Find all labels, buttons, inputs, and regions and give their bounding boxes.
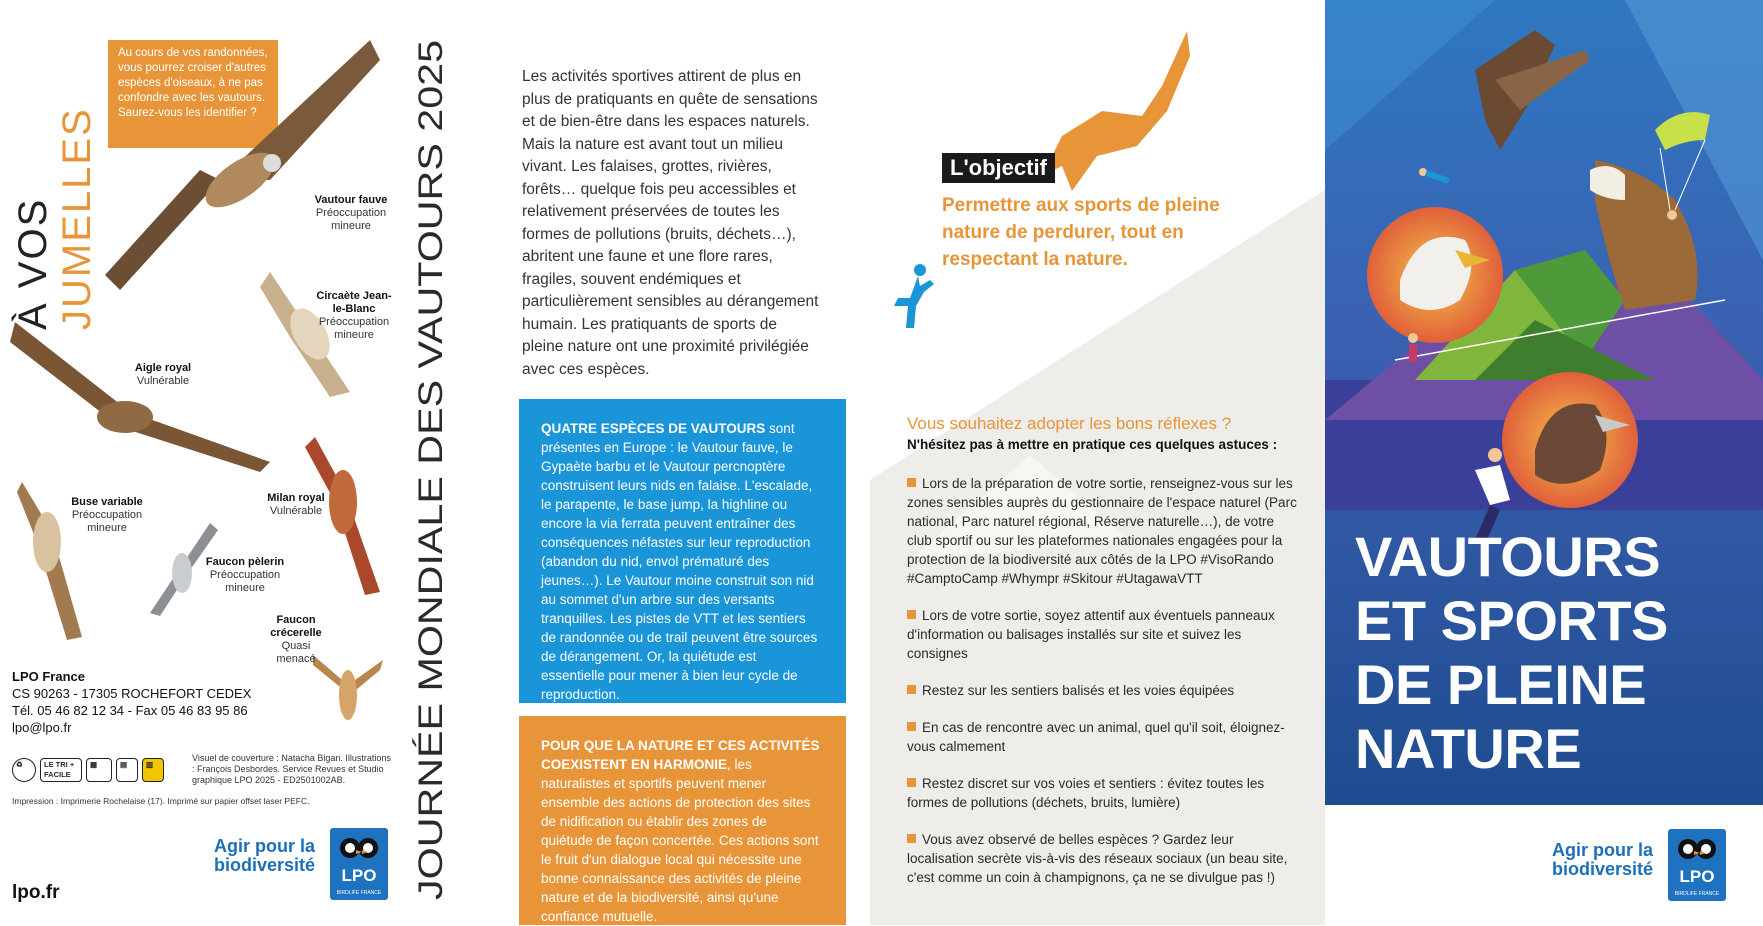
triman-icon: ♻ (12, 758, 36, 782)
bird-status: Vulnérable (269, 505, 323, 517)
bird-label (118, 362, 208, 388)
cover-title: VAUTOURS ET SPORTS DE PLEINE NATURE (1355, 525, 1668, 780)
lpo-logo[interactable] (330, 828, 388, 900)
identify-note: Au cours de vos randonnées, vous pourrez croiser d'autres espèces d'oiseaux, à ne pas confondre avec les vautours. Saurez-vous les identifier ? (108, 40, 278, 148)
bird-name: Faucon pèlerin (205, 556, 285, 568)
bird-name: Buse variable (71, 496, 143, 508)
intro-paragraph: Les activités sportives attirent de plus en plus de pratiquants en quête de sensations et de bien-être dans les espaces naturels. Mais la nature est avant tout un milieu vivant. Les falaises, grottes, rivières, forêts… quelque fois peu accessibles et relativement préservées de toutes les formes de pollutions (bruits, déchets…), abritent une faune et une flore rares, fragiles, souvent endémiques et particulièrement sensibles au dérangement humain. Les pratiquants de sports de pleine nature ont une proximité privilégiée avec ces espèces. (522, 68, 819, 378)
bird-status: Préoccupation mineure (71, 509, 143, 534)
reflexes-subtitle: N'hésitez pas à mettre en pratique ces quelques astuces : (907, 437, 1278, 452)
slogan: Agir pour la biodiversité (1551, 840, 1653, 879)
lpo-logo-text: LPO (341, 866, 377, 885)
cover-footer (1325, 805, 1763, 925)
harmony-text: , les naturalistes et sportifs peuvent mener ensemble des actions de protection des sites de nidification ou établir des zones de quiétude de façon concertée. Ces actions sont le fruit d'un dialogue local qui nécessite une bonne connaissance des activités de pleine nature et de la biodiversité, ainsi qu'une confiance mutuelle. (541, 757, 819, 924)
vulture-silhouette-icon (1042, 26, 1192, 196)
four-species-text: sont présentes en Europe : le Vautour fauve, le Gypaète barbu et le Vautour percnoptère construisent leurs nids en falaise. L'escalade, le parapente, le base jump, la highline ou encore la via ferrata peuvent entraîner des conséquences néfastes sur leur reproduction (abandon du nid, envol prématuré des jeunes…). Le Vautour moine construit son nid au sommet d'un arbre sur des versants tranquilles. Les pistes de VTT et les sentiers de randonnée ou de trail peuvent être sources de dérangement. Or, la quiétude est essentielle pour mener à bien leur cycle de reproduction. (541, 421, 818, 702)
bird-name: Vautour fauve (314, 194, 388, 206)
bird-label (256, 492, 336, 518)
credits: Visuel de couverture : Natacha Bigan. Illustrations : François Desbordes. Service Revues et Studio graphique LPO 2025 - ED2501002AB. (192, 753, 391, 785)
objectif-label: L'objectif (942, 153, 1055, 183)
bird-status: Quasi menacé (276, 640, 316, 665)
reflexes-title: Vous souhaitez adopter les bons réflexes ? (907, 414, 1232, 433)
contact-phone: Tél. 05 46 82 12 34 - Fax 05 46 83 95 86 (12, 703, 248, 718)
tri-facile-label: LE TRI + FACILE (40, 758, 82, 782)
list-item: Restez sur les sentiers balisés et les voies équipées (907, 681, 1302, 700)
objectif-text: Permettre aux sports de pleine nature de perdurer, tout en respectant la nature. (942, 195, 1220, 270)
lpo-logo-text: LPO (1679, 867, 1715, 886)
list-item: En cas de rencontre avec un animal, quel qu'il soit, éloignez-vous calmement (907, 718, 1302, 756)
four-species-lead: QUATRE ESPÈCES DE VAUTOURS (541, 421, 766, 436)
list-item: Lors de la préparation de votre sortie, renseignez-vous sur les zones sensibles auprès du gestionnaire de l'espace naturel (Parc national, Parc naturel régional, Réserve naturelle…), de votre club sportif ou sur les plateformes nationales engagées pour la protection de la biodiversité aux côtés de la LPO #VisoRando #CamptoCamp #Whympr #Skitour #UtagawaVTT (907, 474, 1302, 588)
griffon-vulture-illustration (100, 30, 390, 295)
bird-name: Milan royal (267, 492, 325, 504)
puffin-icon (1668, 831, 1726, 871)
contact-org: LPO France (12, 669, 85, 684)
lpo-logo[interactable] (1668, 829, 1726, 901)
list-item: Restez discret sur vos voies et sentiers : évitez toutes les formes de pollutions (déchets, bruits, lumière) (907, 774, 1302, 812)
slogan: Agir pour la biodiversité (213, 836, 315, 875)
printing-info: Impression : Imprimerie Rochelaise (17). Imprimé sur papier offset laser PEFC. (12, 796, 310, 806)
puffin-icon (330, 830, 388, 870)
website-link[interactable]: lpo.fr (12, 882, 60, 903)
vertical-title-line2: JUMELLES (55, 107, 99, 330)
bird-label (308, 194, 394, 233)
bird-label (62, 496, 152, 535)
list-item: Vous avez observé de belles espèces ? Gardez leur localisation secrète vis-à-vis des réseaux sociaux (un beau site, c'est comme un coin à champignons, ça ne se divulgue pas !) (907, 830, 1302, 887)
recycling-logos (12, 756, 180, 784)
bird-name: Faucon crécerelle (270, 614, 322, 639)
panel-a-vos-jumelles (0, 0, 400, 925)
bird-label (266, 614, 326, 666)
contact-block (12, 668, 251, 736)
golden-eagle-illustration (10, 312, 280, 472)
four-species-box (519, 399, 846, 703)
list-item: Lors de votre sortie, soyez attentif aux éventuels panneaux d'information ou balisages installés sur site et suivez les consignes (907, 606, 1302, 663)
bird-status: Vulnérable (136, 375, 190, 387)
harmony-lead: POUR QUE LA NATURE ET CES ACTIVITÉS COEXISTENT EN HARMONIE (541, 738, 820, 772)
paper-icon: ▤ (116, 758, 138, 782)
bird-label (200, 556, 290, 595)
recycling-bin-icon: ▦ (86, 758, 112, 782)
bird-label (312, 290, 396, 342)
climber-icon (890, 262, 936, 332)
bird-name: Circaète Jean-le-Blanc (316, 290, 392, 315)
vertical-title-line1: À VOS (11, 197, 55, 330)
vertical-journee-title (408, 20, 452, 910)
bird-status: Préoccupation mineure (318, 316, 390, 341)
yellow-bin-icon: ▥ (142, 758, 164, 782)
bird-status: Préoccupation mineure (315, 207, 387, 232)
harmony-box (519, 716, 846, 925)
contact-address: CS 90263 - 17305 ROCHEFORT CEDEX (12, 686, 252, 701)
panel-objectif (870, 0, 1325, 925)
panel-journee-mondiale (400, 0, 870, 925)
bird-name: Aigle royal (134, 362, 192, 374)
lpo-logo-subtext: BIRDLIFE FRANCE (336, 890, 382, 896)
vertical-title (4, 20, 99, 340)
lpo-logo-subtext: BIRDLIFE FRANCE (1674, 891, 1720, 897)
panel-cover (1325, 0, 1763, 925)
vertical-journee-text: JOURNÉE MONDIALE DES VAUTOURS 2025 (412, 190, 450, 900)
bird-status: Préoccupation mineure (209, 569, 281, 594)
tips-list (907, 474, 1302, 905)
contact-email[interactable]: lpo@lpo.fr (12, 720, 72, 735)
